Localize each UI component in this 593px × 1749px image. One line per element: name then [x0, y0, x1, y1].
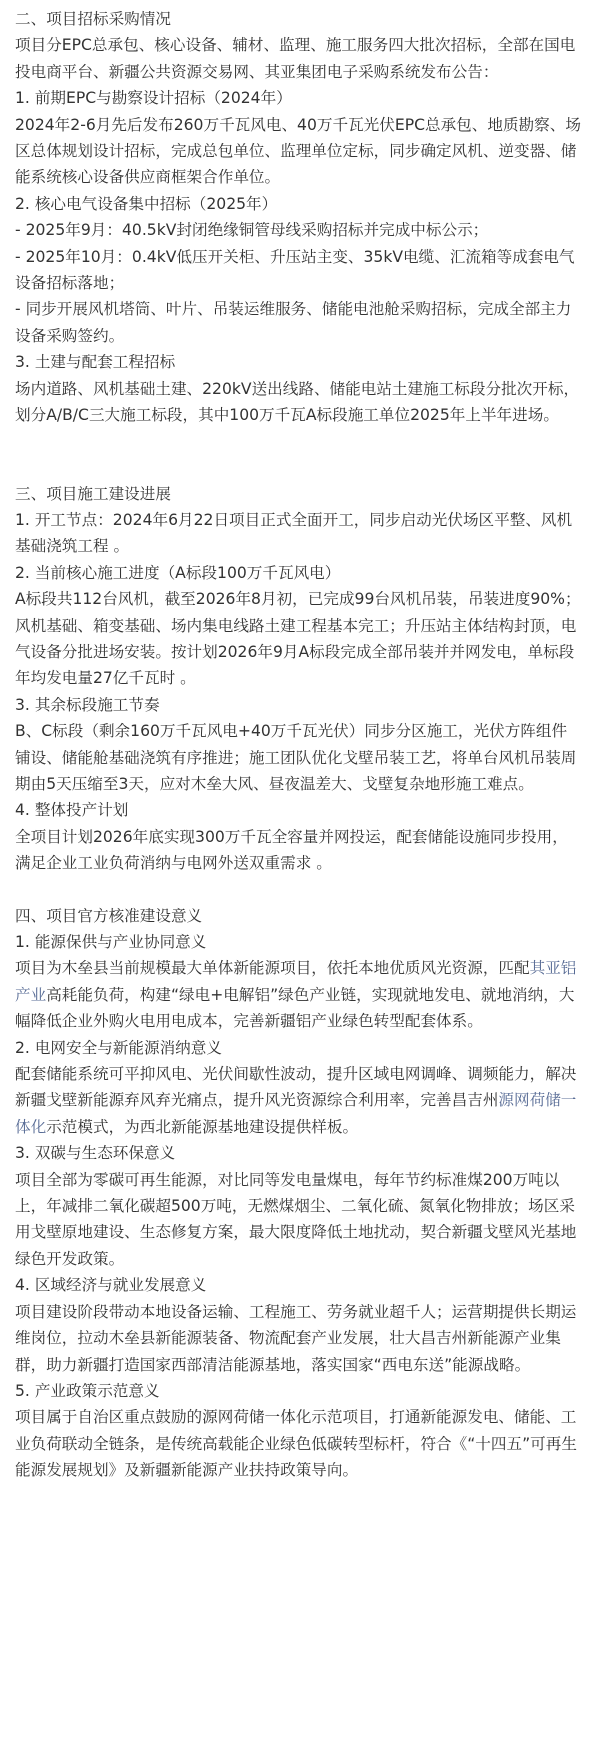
spacer [15, 455, 581, 481]
paragraph: 全项目计划2026年底实现300万千瓦全容量并网投运，配套储能设施同步投用，满足企业工业负荷消纳与电网外送双重需求 。 [15, 827, 568, 873]
paragraph: B、C标段（剩余160万千瓦风电+40万千瓦光伏）同步分区施工，光伏方阵组件铺设、储能舱基础浇筑有序推进；施工团队优化戈壁吊装工艺，将单台风机吊装周期由5天压缩至3天，应对木垒大风、昼夜温差大、戈壁复杂地形施工难点。 [15, 722, 577, 793]
section-title: 二、项目招标采购情况 [15, 10, 171, 28]
subsection-heading: 1. 前期EPC与勘察设计招标（2024年） [15, 89, 292, 108]
subsection-heading: 2. 电网安全与新能源消纳意义 [15, 1038, 222, 1057]
subsection-heading: 3. 双碳与生态环保意义 [15, 1144, 176, 1163]
section-title: 三、项目施工建设进展 [15, 484, 171, 503]
link-source-grid-load-storage[interactable]: 源网荷储一体化 [15, 1091, 577, 1136]
paragraph [15, 1061, 581, 1140]
section-title: 四、项目官方核准建设意义 [15, 906, 203, 925]
subsection-heading: 3. 其余标段施工节奏 [15, 695, 160, 714]
subsection-heading: 3. 土建与配套工程招标 [15, 353, 176, 372]
list-item: - 2025年10月：0.4kV低压开关柜、升压站主变、35kV电缆、汇流箱等成套电气设备招标落地； [15, 247, 575, 293]
subsection-heading: 2. 当前核心施工进度（A标段100万千瓦风电） [15, 563, 341, 582]
paragraph-text: 配套储能系统可平抑风电、光伏间歇性波动，提升区域电网调峰、调频能力，解决新疆戈壁新能源弃风弃光痛点，提升风光资源综合利用率，完善昌吉州 [15, 1065, 577, 1110]
paragraph-text: 示范模式，为西北新能源基地建设提供样板。 [46, 1117, 359, 1136]
paragraph: 项目全部为零碳可再生能源，对比同等发电量煤电，每年节约标准煤200万吨以上，年减排二氧化碳超500万吨，无燃煤烟尘、二氧化硫、氮氧化物排放；场区采用戈壁原地建设、生态修复方案，最大限度降低土地扰动，契合新疆戈壁风光基地绿色开发政策。 [15, 1170, 577, 1268]
paragraph: A标段共112台风机，截至2026年8月初，已完成99台风机吊装，吊装进度90%；风机基础、箱变基础、场内集电线路土建工程基本完工；升压站主体结构封顶，电气设备分批进场安装。按计划2026年9月A标段完成全部吊装并并网发电，单标段年均发电量27亿千瓦时 。 [15, 590, 581, 688]
paragraph-text: 项目为木垒县当前规模最大单体新能源项目，依托本地优质风光资源，匹配 [15, 959, 530, 978]
paragraph: 项目属于自治区重点鼓励的源网荷储一体化示范项目，打通新能源发电、储能、工业负荷联动全链条，是传统高载能企业绿色低碳转型标杆，符合《“十四五”可再生能源发展规划》及新疆新能源产业扶持政策导向。 [15, 1408, 577, 1480]
subsection-heading: 4. 区域经济与就业发展意义 [15, 1276, 207, 1295]
subsection-heading: 4. 整体投产计划 [15, 801, 129, 820]
link-qiya-aluminum[interactable]: 其亚铝产业 [15, 959, 577, 1004]
spacer [15, 429, 581, 455]
list-item: - 同步开展风机塔筒、叶片、吊装运维服务、储能电池舱采购招标，完成全部主力设备采购签约。 [15, 300, 572, 345]
paragraph: 场内道路、风机基础土建、220kV送出线路、储能电站土建施工标段分批次开标，划分A/B/C三大施工标段，其中100万千瓦A标段施工单位2025年上半年进场。 [15, 379, 580, 425]
subsection-heading: 5. 产业政策示范意义 [15, 1381, 160, 1400]
section-intro: 项目分EPC总承包、核心设备、辅材、监理、施工服务四大批次招标，全部在国电投电商平台、新疆公共资源交易网、其亚集团电子采购系统发布公告： [15, 36, 576, 81]
spacer [15, 877, 581, 903]
paragraph-text: 高耗能负荷，构建“绿电+电解铝”绿色产业链，实现就地发电、就地消纳，大幅降低企业外购火电用电成本，完善新疆铝产业绿色转型配套体系。 [15, 985, 575, 1031]
paragraph: 2024年2-6月先后发布260万千瓦风电、40万千瓦光伏EPC总承包、地质勘察、场区总体规划设计招标，完成总包单位、监理单位定标，同步确定风机、逆变器、储能系统核心设备供应商框架合作单位。 [15, 115, 581, 187]
subsection-heading: 1. 开工节点：2024年6月22日项目正式全面开工，同步启动光伏场区平整、风机基础浇筑工程 。 [15, 510, 573, 556]
list-item: - 2025年9月：40.5kV封闭绝缘铜管母线采购招标并完成中标公示； [15, 221, 489, 240]
subsection-heading: 2. 核心电气设备集中招标（2025年） [15, 194, 278, 213]
subsection-heading: 1. 能源保供与产业协同意义 [15, 933, 207, 951]
paragraph: 项目建设阶段带动本地设备运输、工程施工、劳务就业超千人；运营期提供长期运维岗位，拉动木垒县新能源装备、物流配套产业发展，壮大昌吉州新能源产业集群，助力新疆打造国家西部清洁能源基地，落实国家“西电东送”能源战略。 [15, 1302, 577, 1374]
paragraph [15, 955, 581, 1034]
